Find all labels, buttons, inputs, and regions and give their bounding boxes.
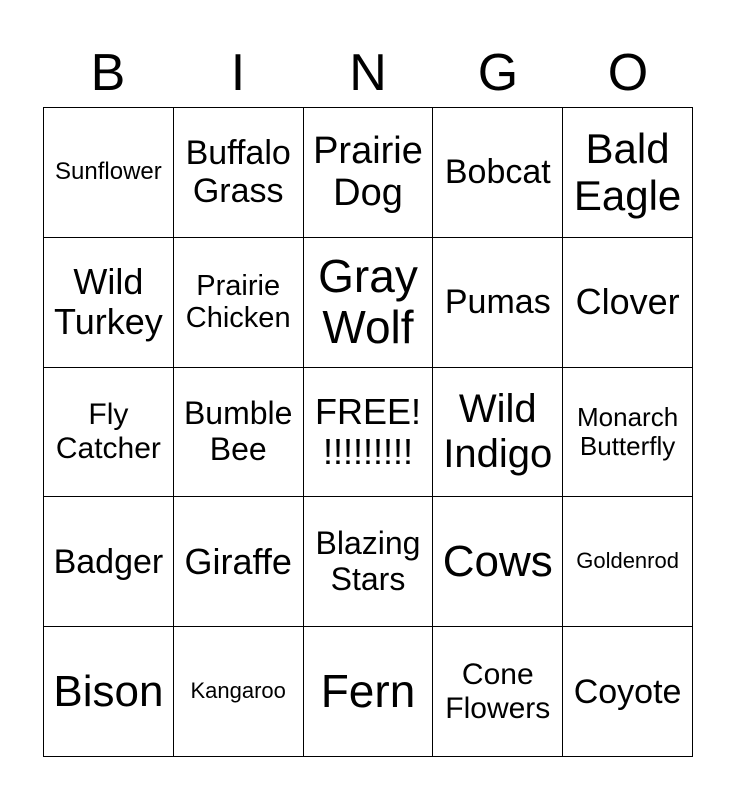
- bingo-board: [43, 107, 693, 757]
- bingo-cell[interactable]: [44, 368, 174, 498]
- bingo-cell-label: Giraffe: [184, 540, 292, 582]
- bingo-cell[interactable]: [304, 627, 434, 757]
- bingo-cell[interactable]: [174, 497, 304, 627]
- bingo-cell[interactable]: [563, 238, 693, 368]
- bingo-cell[interactable]: [174, 368, 304, 498]
- bingo-cell-label: Cows: [442, 537, 553, 587]
- bingo-cell[interactable]: [433, 627, 563, 757]
- bingo-cell[interactable]: [44, 108, 174, 238]
- bingo-header: [43, 40, 693, 106]
- bingo-cell-label: Wild Indigo: [443, 387, 553, 476]
- bingo-cell-label: Cone Flowers: [445, 658, 551, 725]
- bingo-cell-label: Bald Eagle: [573, 125, 682, 220]
- header-letter-b: B: [90, 44, 126, 102]
- bingo-cell-label: Coyote: [573, 672, 682, 711]
- bingo-cell-label: Clover: [575, 281, 680, 323]
- header-letter-g: G: [477, 44, 519, 102]
- bingo-cell[interactable]: [174, 627, 304, 757]
- bingo-cell[interactable]: [44, 627, 174, 757]
- bingo-cell-label: Gray Wolf: [318, 249, 418, 354]
- bingo-cell[interactable]: [304, 108, 434, 238]
- bingo-cell[interactable]: [304, 238, 434, 368]
- bingo-cell-label: Badger: [53, 542, 164, 581]
- bingo-cell-label: FREE! !!!!!!!!!: [314, 390, 421, 472]
- header-letter-o: O: [607, 44, 649, 102]
- bingo-cell[interactable]: [563, 627, 693, 757]
- bingo-cell[interactable]: [304, 497, 434, 627]
- bingo-cell[interactable]: [44, 497, 174, 627]
- bingo-cell-label: Kangaroo: [190, 678, 286, 704]
- bingo-cell[interactable]: [563, 497, 693, 627]
- bingo-cell-label: Buffalo Grass: [185, 134, 291, 211]
- bingo-cell[interactable]: [174, 238, 304, 368]
- header-letter-n: N: [349, 44, 387, 102]
- bingo-cell-label: Bobcat: [444, 153, 551, 192]
- bingo-cell[interactable]: [433, 368, 563, 498]
- bingo-cell-label: Pumas: [444, 283, 551, 322]
- bingo-cell[interactable]: [44, 238, 174, 368]
- bingo-cell-label: Prairie Chicken: [185, 269, 291, 335]
- bingo-cell[interactable]: [174, 108, 304, 238]
- bingo-cell[interactable]: [433, 497, 563, 627]
- bingo-cell[interactable]: [563, 108, 693, 238]
- bingo-cell-label: Sunflower: [55, 157, 162, 185]
- bingo-cell-label: Bumble Bee: [183, 395, 293, 467]
- header-letter-i: I: [230, 44, 246, 102]
- bingo-cell[interactable]: [433, 108, 563, 238]
- bingo-cell[interactable]: [433, 238, 563, 368]
- bingo-cell[interactable]: [563, 368, 693, 498]
- bingo-cell-label: Prairie Dog: [313, 129, 423, 215]
- bingo-cell-label: Fly Catcher: [55, 398, 161, 465]
- bingo-cell-label: Blazing Stars: [315, 524, 421, 597]
- bingo-cell-label: Goldenrod: [576, 548, 679, 574]
- bingo-cell[interactable]: [304, 368, 434, 498]
- bingo-cell-label: Monarch Butterfly: [577, 401, 679, 461]
- bingo-cell-label: Bison: [53, 666, 164, 716]
- bingo-cell-label: Fern: [320, 664, 416, 717]
- bingo-cell-label: Wild Turkey: [54, 260, 163, 343]
